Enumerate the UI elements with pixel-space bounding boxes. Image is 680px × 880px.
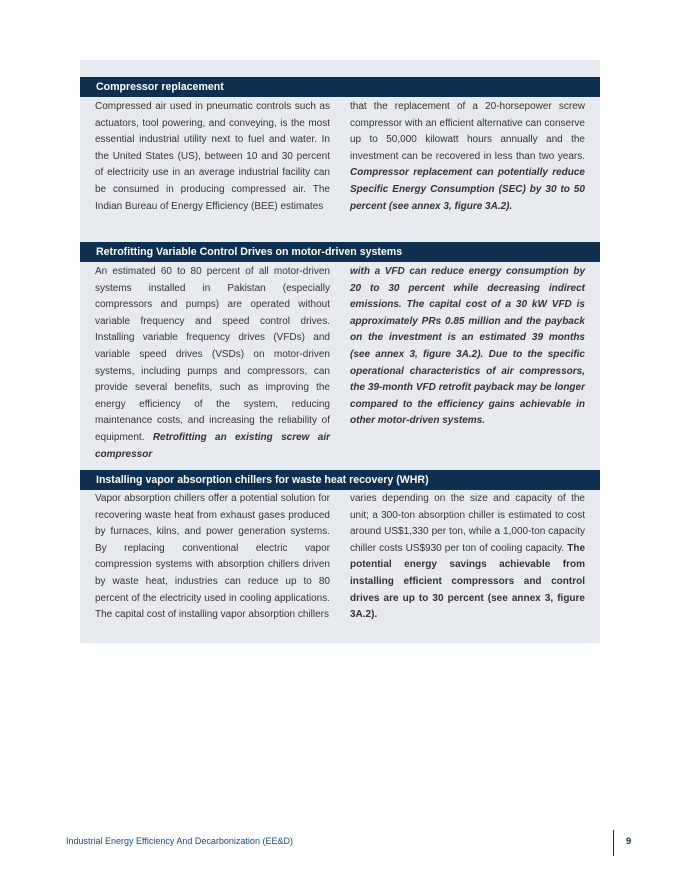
section-heading-absorption-chillers: Installing vapor absorption chillers for waste heat recovery (WHR): [80, 470, 600, 490]
section-1-right-column: [350, 99, 585, 215]
section-heading-vfd-retrofit: Retrofitting Variable Control Drives on motor-driven systems: [80, 242, 600, 262]
section-2-right-emphasis: with a VFD can reduce energy consumption by 20 to 30 percent while decreasing indirect emissions. The capital cost of a 30 kW VFD is approximately PRs 0.85 million and the payback on the investment is an estimated 39 months (see annex 3, figure 3A.2). Due to the specific operational characteristics of air compressors, the 39-month VFD retrofit payback may be longer compared to the efficiency gains achievable in other motor-driven systems.: [350, 266, 585, 427]
section-3-left-text: Vapor absorption chillers offer a potential solution for recovering waste heat from exhaust gases produced by furnaces, kilns, and power generation systems. By replacing conventional electric vapor compression systems with absorption chillers driven by waste heat, industries can reduce up to 80 percent of the electricity used in cooling applications. The capital cost of installing vapor absorption chillers: [95, 493, 330, 621]
section-1-right-emphasis: Compressor replacement can potentially reduce Specific Energy Consumption (SEC) by 30 to 50 percent (see annex 3, figure 3A.2).: [350, 167, 585, 212]
section-3-right-bold: The potential energy savings achievable from installing efficient compressors and control drives are up to 30 percent (see annex 3, figure 3A.2).: [350, 542, 586, 621]
footer-title: Industrial Energy Efficiency And Decarbonization (EE&D): [66, 836, 293, 846]
section-3-right-column: [350, 491, 585, 624]
section-2-left-column: [95, 264, 330, 463]
section-1-right-text: that the replacement of a 20-horsepower screw compressor with an efficient alternative can conserve up to 50,000 kilowatt hours annually and the investment can be recovered in less than two years.: [350, 101, 585, 162]
section-1-left-column: [95, 99, 330, 215]
section-2-left-emphasis: Retrofitting an existing screw air compressor: [95, 431, 330, 460]
section-heading-compressor-replacement: Compressor replacement: [80, 77, 600, 97]
section-3-right-text: varies depending on the size and capacity of the unit; a 300-ton absorption chiller is estimated to cost around US$1,330 per ton, while a 1,000-ton capacity chiller costs US$930 per ton of cooling capacity.: [350, 493, 585, 554]
section-3-left-column: [95, 491, 330, 624]
section-1-left-text: Compressed air used in pneumatic controls such as actuators, tool powering, and conveying, is the most essential industrial utility next to fuel and water. In the United States (US), between 10 and 30 percent of electricity use in an average industrial facility can be consumed in producing compressed air. The Indian Bureau of Energy Efficiency (BEE) estimates: [95, 101, 330, 212]
page-number: 9: [626, 836, 632, 847]
section-2-right-column: [350, 264, 585, 430]
section-2-left-text: An estimated 60 to 80 percent of all motor-driven systems installed in Pakistan (especially compressors and pumps) are operated without variable frequency and speed control drives. Installing variable frequency drives (VFDs) and variable speed drives (VSDs) on motor-driven systems, including pumps and compressors, can provide several benefits, such as improving the energy efficiency of the system, reducing maintenance costs, and increasing the reliability of equipment.: [95, 266, 330, 443]
footer-divider: [613, 830, 614, 856]
